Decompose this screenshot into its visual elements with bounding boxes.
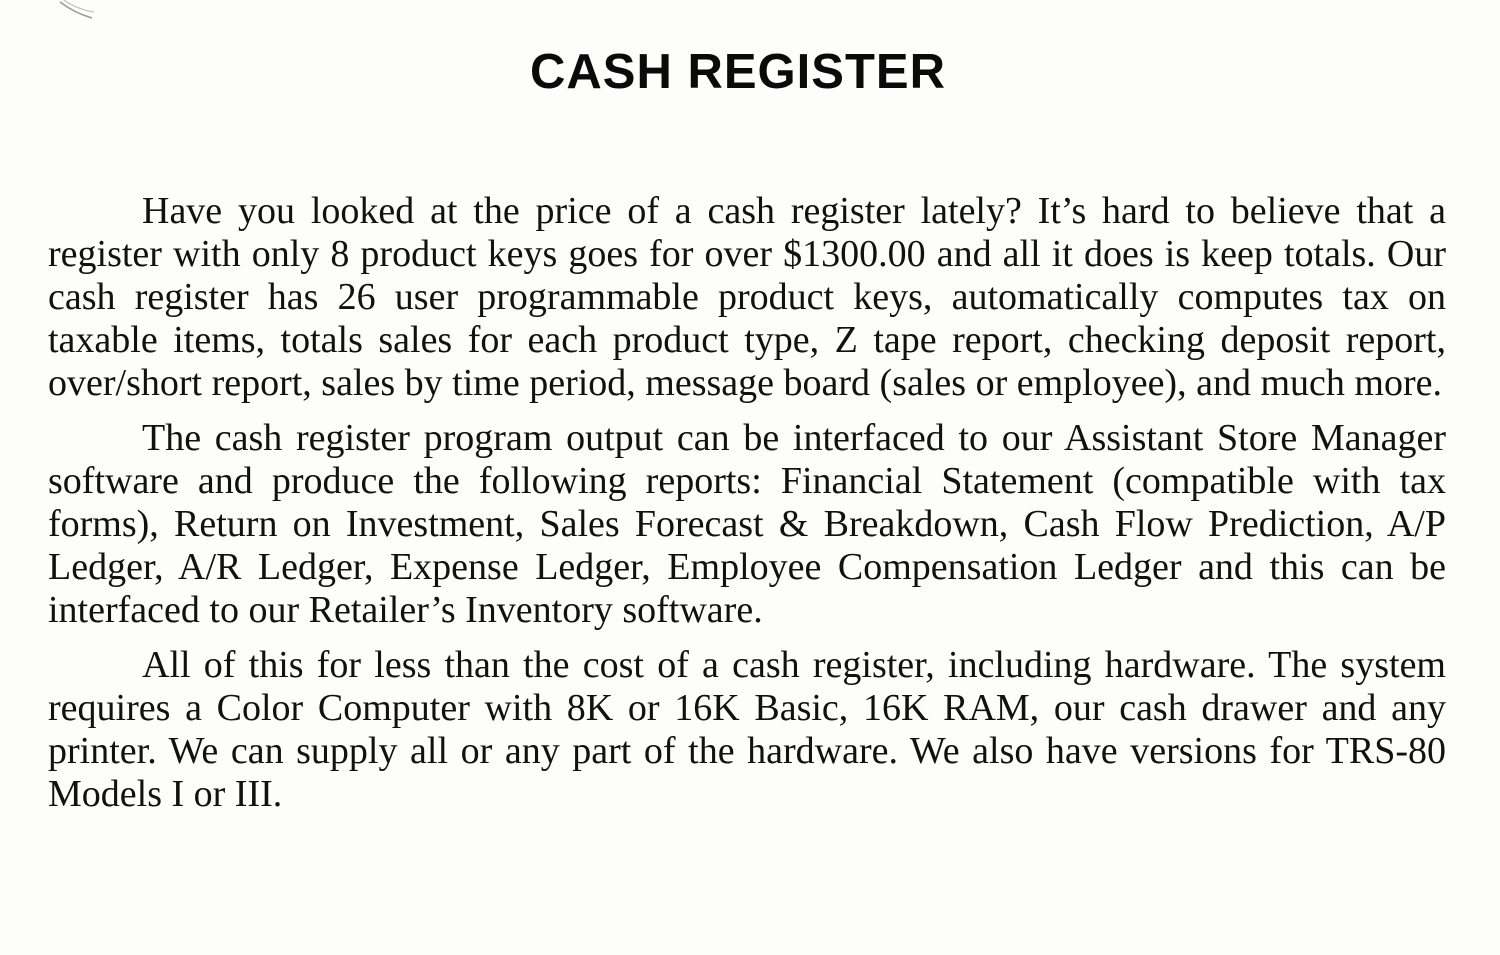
scan-mark-icon [58,0,98,24]
paragraph-system: All of this for less than the cost of a cash register, including hardware. The system requires a Color Computer with 8K or 16K Basic, 16K RAM, our cash drawer and any printer. We can supply all or any part of the hardware. We also have versions for TRS-80 Models I or III. [48,644,1446,815]
paragraph-reports: The cash register program output can be interfaced to our Assistant Store Manager software and produce the following reports: Financial Statement (compatible with tax forms), Return on Investment, Sales Forecast & Breakdown, Cash Flow Prediction, A/P Ledger, A/R Ledger, Expense Ledger, Employee Compensation Ledger and this can be interfaced to our Retailer’s Inventory software. [48,417,1446,631]
body-text [48,190,1446,828]
paragraph-intro: Have you looked at the price of a cash register lately? It’s hard to believe that a register with only 8 product keys goes for over $1300.00 and all it does is keep totals. Our cash register has 26 user programmable product keys, automatically computes tax on taxable items, totals sales for each product type, Z tape report, checking deposit report, over/short report, sales by time period, message board (sales or employee), and much more. [48,190,1446,404]
page-title: CASH REGISTER [530,45,946,99]
